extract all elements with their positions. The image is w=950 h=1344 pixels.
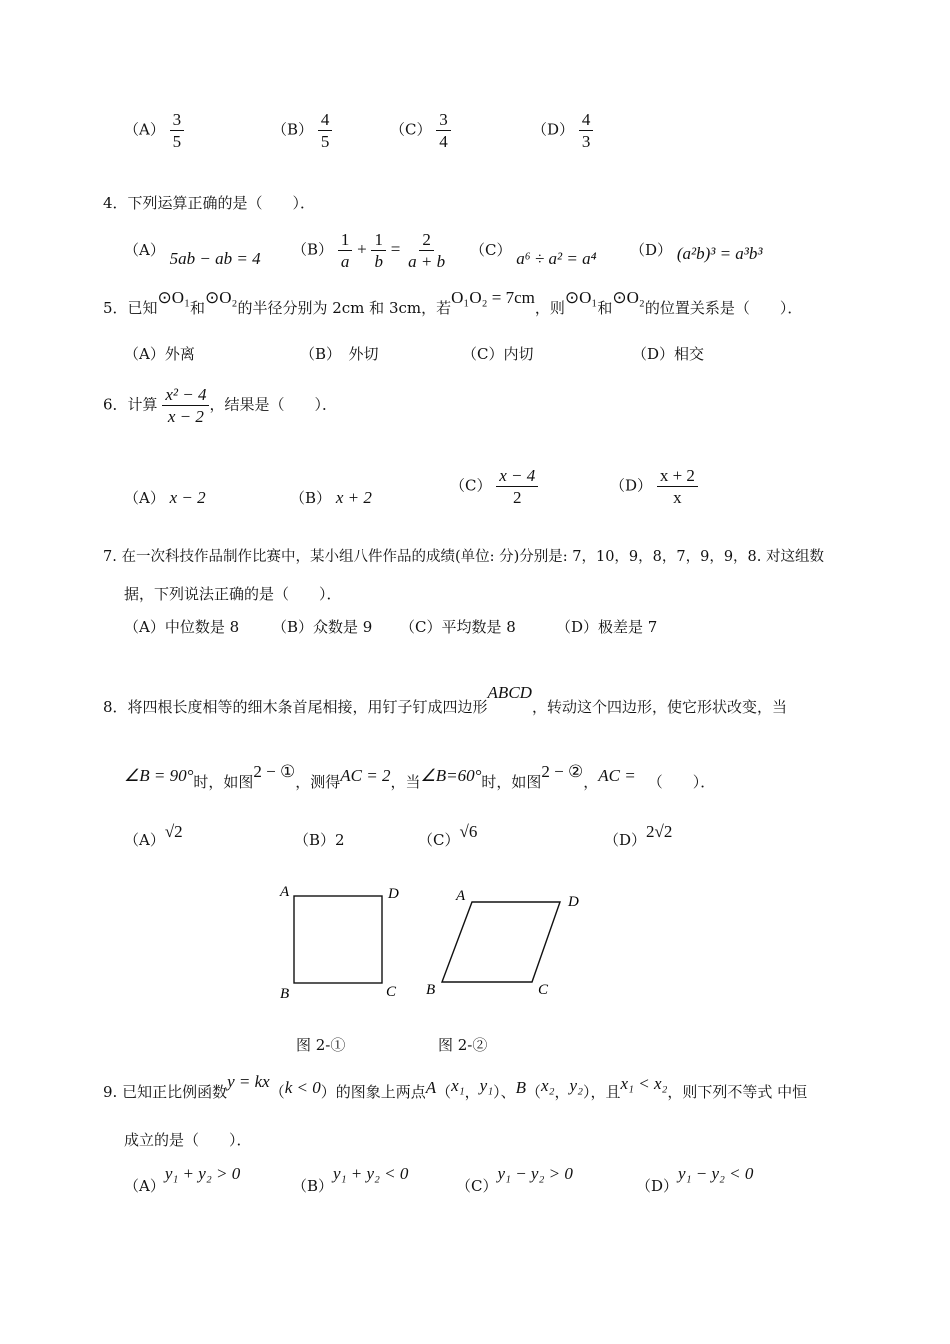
q6-option-a[interactable]: （A） x − 2 <box>124 488 206 507</box>
q6-option-d[interactable]: （D） $\frac{x + 2}{x}$ <box>610 466 698 507</box>
q9-option-b[interactable]: （B）y₁ + y₂ < 0 <box>292 1164 409 1195</box>
rhombus-label-d: D <box>568 894 579 910</box>
figure-caption-2: 图 2-② <box>438 1036 488 1054</box>
q9-option-d[interactable]: （D）y₁ − y₂ < 0 <box>636 1164 754 1195</box>
q4-option-a-expr: 5ab − ab = 4 <box>169 249 261 268</box>
q4-option-c[interactable]: （C） a⁶ ÷ a² = a⁴ <box>470 241 597 268</box>
q5-stem: 5．已知⊙O₁和⊙O₂的半径分别为 2cm 和 3cm，若O₁O₂ = 7cm，则⊙O₁和⊙O₂的位置关系是（ ）． <box>103 288 803 317</box>
rhombus-label-b: B <box>426 982 436 998</box>
q8-option-b[interactable]: （B）2 <box>294 831 345 849</box>
square-label-d: D <box>388 886 399 902</box>
q4-stem: 4．下列运算正确的是（ ）． <box>103 194 316 212</box>
q4-option-c-expr: a⁶ ÷ a² = a⁴ <box>516 249 597 268</box>
q4-option-a[interactable]: （A） 5ab − ab = 4 <box>124 241 261 268</box>
q3-option-b-fraction: $\frac{4}{5}$ <box>318 110 333 151</box>
q7-option-a[interactable]: （A）中位数是 8 <box>124 618 240 636</box>
q7-stem-line2: 据，下列说法正确的是（ ）． <box>124 585 342 603</box>
figure-2-diagrams <box>270 876 600 1006</box>
rhombus-label-a: A <box>456 888 466 904</box>
q5-option-d[interactable]: （D）相交 <box>632 345 705 363</box>
square-label-b: B <box>280 986 290 1002</box>
q3-option-a[interactable]: （A） $\frac{3}{5}$ <box>124 110 184 151</box>
figure-caption-1: 图 2-① <box>296 1036 346 1054</box>
q3-option-d[interactable]: （D） $\frac{4}{3}$ <box>532 110 593 151</box>
q6-option-b[interactable]: （B） x + 2 <box>290 488 372 507</box>
q4-option-b[interactable]: （B） $\frac{1}{a}$ + $\frac{1}{b}$ = $\frac{2}{a + b}$ <box>292 230 446 271</box>
q5-option-b[interactable]: （B） 外切 <box>300 345 379 363</box>
q5-option-a[interactable]: （A）外离 <box>124 345 195 363</box>
rhombus-label-c: C <box>538 982 549 998</box>
q9-stem-line2: 成立的是（ ）． <box>124 1131 252 1149</box>
q6-fraction: $\frac{\text{x² − 4}}{x - 2}$ <box>162 385 209 426</box>
q5-option-c[interactable]: （C）内切 <box>462 345 534 363</box>
q6-option-c[interactable]: （C） $\frac{x - 4}{2}$ <box>450 466 538 507</box>
q4-option-d[interactable]: （D） (a²b)³ = a³b³ <box>630 241 763 263</box>
q4-option-d-expr: (a²b)³ = a³b³ <box>676 244 763 263</box>
q7-stem-line1: 7. 在一次科技作品制作比赛中，某小组八件作品的成绩(单位: 分)分别是: 7，10，9，8，7，9，9，8. 对这组数 <box>103 549 824 565</box>
q8-stem-line1: 8．将四根长度相等的细木条首尾相接，用钉子钉成四边形ABCD，转动这个四边形，使它形状改变，当 <box>103 683 787 716</box>
q3-option-c[interactable]: （C） $\frac{3}{4}$ <box>390 110 451 151</box>
rhombus-shape <box>442 902 560 982</box>
q3-option-c-fraction: $\frac{3}{4}$ <box>436 110 451 151</box>
q6-stem: 6．计算 $\frac{\text{x² − 4}}{x - 2}$ ，结果是（ ）． <box>103 385 337 426</box>
q8-option-c[interactable]: （C）√6 <box>418 822 478 849</box>
q8-option-a[interactable]: （A）√2 <box>124 822 183 849</box>
q9-option-c[interactable]: （C）y₁ − y₂ > 0 <box>456 1164 573 1195</box>
q7-option-d[interactable]: （D）极差是 7 <box>556 618 658 636</box>
q7-option-b[interactable]: （B）众数是 9 <box>272 618 373 636</box>
q8-option-d[interactable]: （D）2√2 <box>604 822 673 849</box>
q3-option-d-fraction: $\frac{4}{3}$ <box>579 110 594 151</box>
q3-option-a-fraction: $\frac{3}{5}$ <box>170 110 185 151</box>
square-label-a: A <box>280 884 290 900</box>
square-shape <box>294 896 382 983</box>
q9-stem-line1: 9. 已知正比例函数y = kx（k < 0）的图象上两点A（x₁，y₁）、B（x₂，y₂），且x₁ < x₂，则下列不等式 中恒 <box>103 1072 808 1101</box>
q8-stem-line2: ∠B = 90°时，如图2 − ①，测得AC = 2，当∠B=60°时，如图2 − ②，AC = （ ）． <box>124 762 716 791</box>
q7-option-c[interactable]: （C）平均数是 8 <box>400 618 516 636</box>
q3-option-b[interactable]: （B） $\frac{4}{5}$ <box>272 110 332 151</box>
square-label-c: C <box>386 984 397 1000</box>
q9-option-a[interactable]: （A）y₁ + y₂ > 0 <box>124 1164 241 1195</box>
